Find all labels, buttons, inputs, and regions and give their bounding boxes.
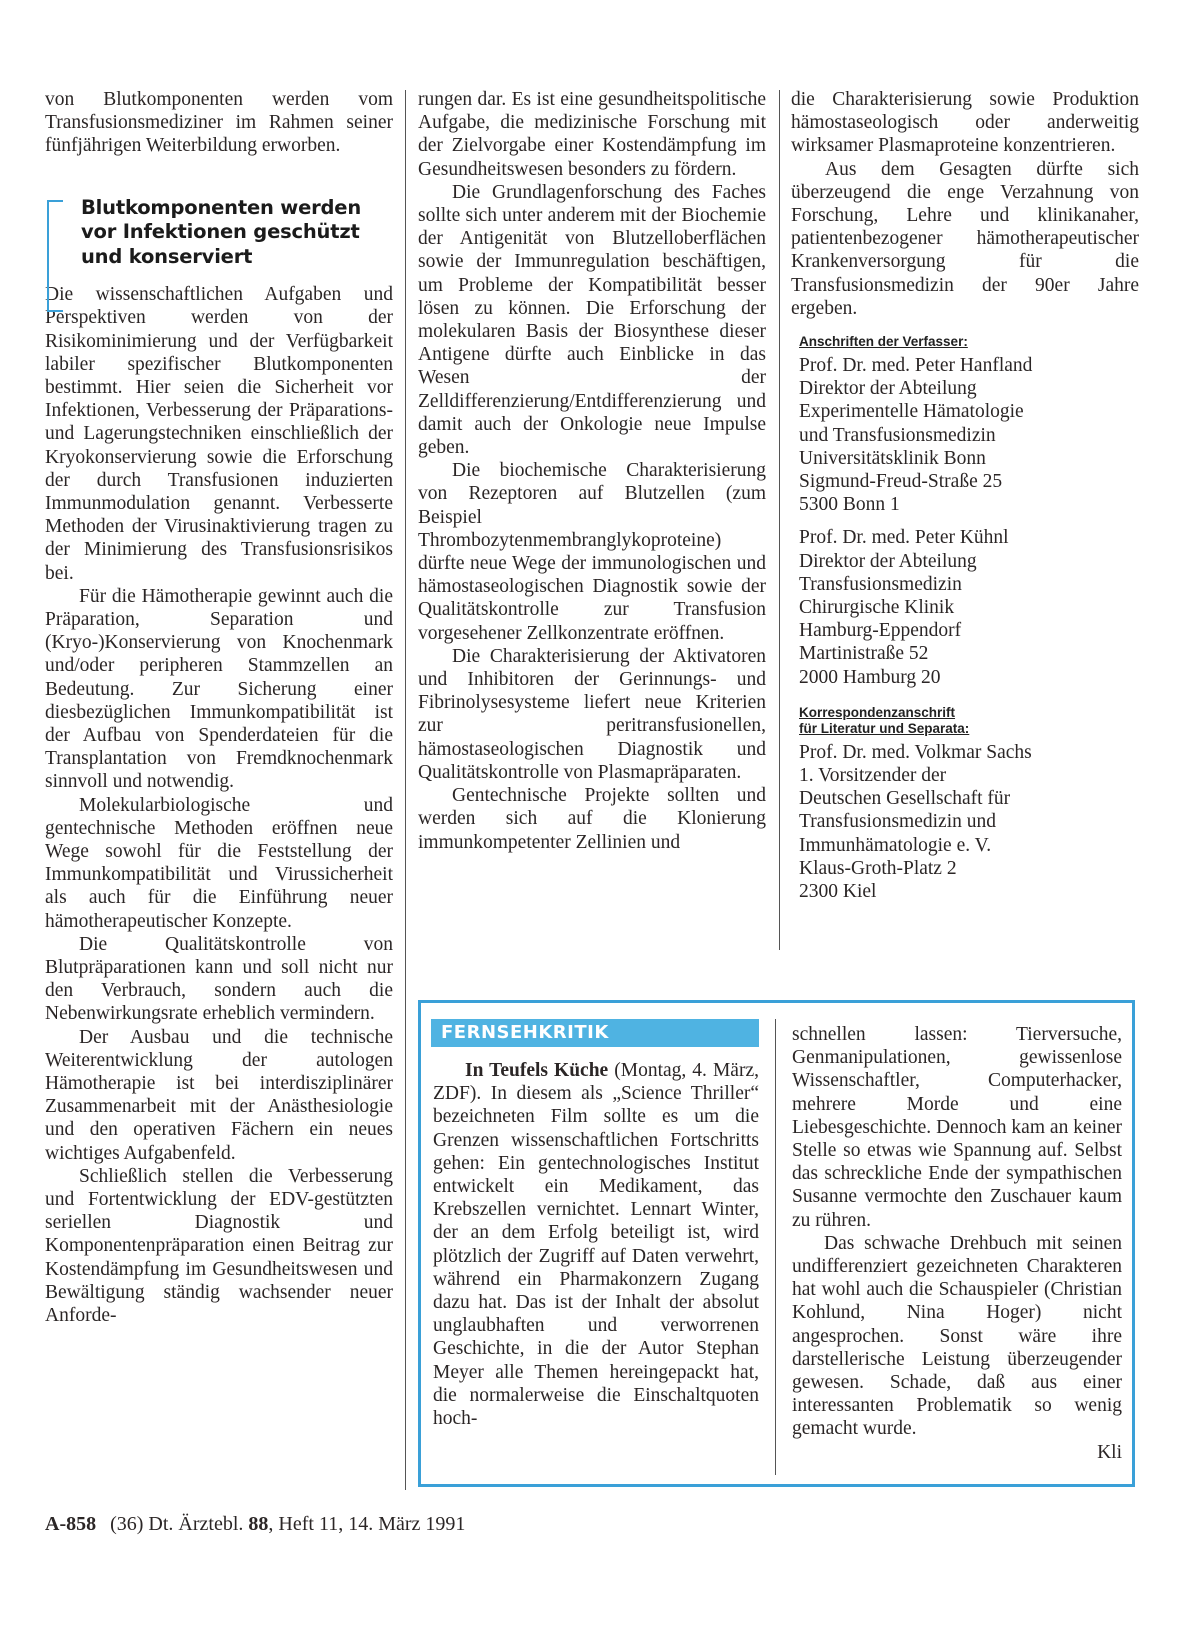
- paragraph: Schließlich stellen die Verbesserung und Fortentwicklung der EDV-gestützten seriellen Diagnostik und Komponentenpräparation einen Beitrag zur Kostendämpfung im Gesundheitswesen und Bewältigung ständig wachsender neuer Anforde-: [45, 1165, 393, 1327]
- column-2: [418, 88, 766, 854]
- tv-review-banner-text: FERNSEHKRITIK: [441, 1022, 609, 1043]
- section-heading-text: Blutkomponenten werden vor Infektionen geschützt und konserviert: [81, 195, 361, 268]
- correspondence-label: Korrespondenzanschrift: [799, 704, 956, 720]
- address-line: Chirurgische Klinik: [799, 597, 955, 619]
- address-line: und Transfusionsmedizin: [799, 424, 996, 446]
- address-line: Universitätsklinik Bonn: [799, 447, 986, 469]
- paragraph: Der Ausbau und die technische Weiterentwicklung der autologen Hämotherapie ist bei interdisziplinärer Zusammenarbeit mit der Anästhesiologie und den operativen Fächern ein neues wichtiges Aufgabenfeld.: [45, 1026, 393, 1164]
- tv-review-banner: [431, 1019, 759, 1047]
- address-line: Hamburg-Eppendorf: [799, 620, 962, 642]
- paragraph: Die Grundlagenforschung des Faches sollte sich unter anderem mit der Biochemie der Antigenität von Blutzelloberflächen sowie der Immunregulation beschäftigen, um Probleme der Kompatibilität besser lösen zu können. Die Erforschung der molekularen Basis der Biosynthese dieser Antigene dürfte auch Einblicke in das Wesen der Zelldifferenzierung/Entdifferenzierung und damit auch der Onkologie neue Impulse geben.: [418, 181, 766, 459]
- paragraph: Das schwache Drehbuch mit seinen undifferenziert gezeichneten Charakteren hat wohl auch die Schauspieler (Christian Kohlund, Nina Hoger) nicht angesprochen. Sonst wäre ihre darstellerische Leistung überzeugender gewesen. Schade, daß aus einer interessanten Problematik so wenig gemacht wurde.: [792, 1232, 1122, 1440]
- address-line: Prof. Dr. med. Volkmar Sachs: [799, 741, 1032, 763]
- review-signature: Kli: [1097, 1441, 1122, 1463]
- paragraph: Für die Hämotherapie gewinnt auch die Präparation, Separation und (Kryo-)Konservierung von Knochenmark und/oder peripheren Stammzellen an Bedeutung. Zur Sicherung einer diesbezüglichen Immunkompatibilität ist der Aufbau von Spenderdateien für die Transplantation von Fremdknochenmark sinnvoll und notwendig.: [45, 585, 393, 793]
- paragraph: Die Qualitätskontrolle von Blutpräparationen kann und soll nicht nur den Verbrauch, sondern auch die Nebenwirkungsrate erheblich vermindern.: [45, 933, 393, 1025]
- journal-volume: 88: [248, 1513, 269, 1535]
- section-heading: [45, 196, 393, 270]
- address-line: 5300 Bonn 1: [799, 494, 900, 516]
- address-line: Transfusionsmedizin: [799, 573, 962, 595]
- paragraph: die Charakterisierung sowie Produktion hämostaseologisch oder anderweitig wirksamer Plasmaproteine konzentrieren.: [791, 89, 1139, 157]
- address-line: Direktor der Abteilung: [799, 550, 977, 572]
- heading-bracket-decoration: [47, 200, 63, 312]
- paragraph: [433, 1059, 759, 1430]
- column-divider: [405, 90, 406, 1490]
- authors-label: Anschriften der Verfasser:: [799, 334, 968, 350]
- address-line: Prof. Dr. med. Peter Hanfland: [799, 355, 1033, 377]
- review-text: (Montag, 4. März, ZDF). In diesem als „Science Thriller“ bezeichneten Film sollte es um die Grenzen wissenschaftlichen Fortschritts gehen: Ein gentechnologisches Institut entwickelt ein Medikament, das Krebszellen vernichtet. Lennart Winter, der an dem Erfolg beteiligt ist, wird plötzlich der Zugriff auf Daten verwehrt, während ein Pharmakonzern Zugang dazu hat. Das ist der Inhalt der absolut unglaubhaften und verworrenen Geschichte, in die der Autor Stephan Meyer alle Themen hereingepackt hat, die normalerweise die Einschaltquoten hoch-: [433, 1060, 759, 1430]
- journal-issue: , Heft 11, 14. März 1991: [268, 1513, 466, 1535]
- address-line: Direktor der Abteilung: [799, 378, 977, 400]
- address-line: 1. Vorsitzender der: [799, 765, 947, 787]
- paragraph: Gentechnische Projekte sollten und werden sich auf die Klonierung immunkompetenter Zellinien und: [418, 785, 766, 853]
- address-line: Deutschen Gesellschaft für: [799, 788, 1011, 810]
- tv-review-column-2: [792, 1023, 1122, 1464]
- paragraph: Die biochemische Charakterisierung von Rezeptoren auf Blutzellen (zum Beispiel Thrombozytenmembranglykoproteine) dürfte neue Wege der immunologischen und hämostaseologischen Diagnostik sowie der Qualitätskontrolle zur Transfusion vorgesehener Zellkonzentrate eröffnen.: [418, 460, 766, 644]
- address-line: Martinistraße 52: [799, 643, 929, 665]
- address-line: 2000 Hamburg 20: [799, 666, 941, 688]
- tv-review-column-1: [433, 1059, 759, 1430]
- paragraph: Molekularbiologische und gentechnische Methoden eröffnen neue Wege sowohl für die Feststellung der Immunkompatibilität und Virussicherheit als auch für die Einführung neuer hämotherapeutischer Konzepte.: [45, 794, 393, 932]
- address-line: Prof. Dr. med. Peter Kühnl: [799, 527, 1009, 549]
- paragraph: schnellen lassen: Tierversuche, Genmanipulationen, gewissenlose Wissenschaftler, Computerhacker, mehrere Morde und eine Liebesgeschichte. Dennoch kam an keiner Stelle so etwas wie Spannung auf. Selbst das schreckliche Ende der sympathischen Susanne vermochte den Zuschauer kaum zu rühren.: [792, 1024, 1122, 1231]
- address-line: 2300 Kiel: [799, 881, 877, 903]
- paragraph: Die wissenschaftlichen Aufgaben und Perspektiven werden von der Risikominimierung und der Verfügbarkeit labiler spezifischer Blutkomponenten bestimmt. Hier seien die Sicherheit vor Infektionen, Verbesserung der Präparations- und Lagerungstechniken einschließlich der Kryokonservierung sowie die Erforschung der durch Transfusionen induzierten Immunmodulation genannt. Verbesserte Methoden der Virusinaktivierung tragen zu der Minimierung des Transfusionsrisikos bei.: [45, 284, 393, 584]
- column-divider: [779, 90, 780, 950]
- address-line: Experimentelle Hämatologie: [799, 401, 1024, 423]
- page-number: A-858: [45, 1513, 97, 1535]
- column-3: [791, 88, 1139, 903]
- page-footer: [45, 1512, 465, 1536]
- review-title: In Teufels Küche: [465, 1060, 609, 1081]
- address-line: Transfusionsmedizin und: [799, 811, 996, 833]
- address-line: Klaus-Groth-Platz 2: [799, 857, 957, 879]
- correspondence-label-sub: für Literatur und Separata:: [799, 720, 970, 736]
- paragraph: rungen dar. Es ist eine gesundheitspolitische Aufgabe, die medizinische Forschung mit der Zielvorgabe einer Kostendämpfung im Gesundheitswesen besonders zu fördern.: [418, 89, 766, 180]
- column-divider: [775, 1019, 776, 1475]
- correspondence-address: [799, 741, 1139, 903]
- address-line: Immunhämatologie e. V.: [799, 834, 992, 856]
- column-1: [45, 88, 393, 1327]
- tv-review-box: [418, 1000, 1135, 1487]
- address-line: Sigmund-Freud-Straße 25: [799, 471, 1003, 493]
- author-address-1: [799, 354, 1139, 516]
- author-address-2: [799, 526, 1139, 688]
- paragraph: Die Charakterisierung der Aktivatoren und Inhibitoren der Gerinnungs- und Fibrinolysesysteme liefert neue Kriterien zur peritransfusionellen, hämostaseologischen Diagnostik und Qualitätskontrolle von Plasmapräparaten.: [418, 645, 766, 783]
- journal-citation: (36) Dt. Ärztebl.: [110, 1513, 249, 1535]
- paragraph: von Blutkomponenten werden vom Transfusionsmediziner im Rahmen seiner fünfjährigen Weiterbildung erworben.: [45, 89, 393, 157]
- paragraph: Aus dem Gesagten dürfte sich überzeugend die enge Verzahnung von Forschung, Lehre und klinikanaher, patientenbezogener hämotherapeutischer Krankenversorgung für die Transfusionsmedizin der 90er Jahre ergeben.: [791, 158, 1139, 319]
